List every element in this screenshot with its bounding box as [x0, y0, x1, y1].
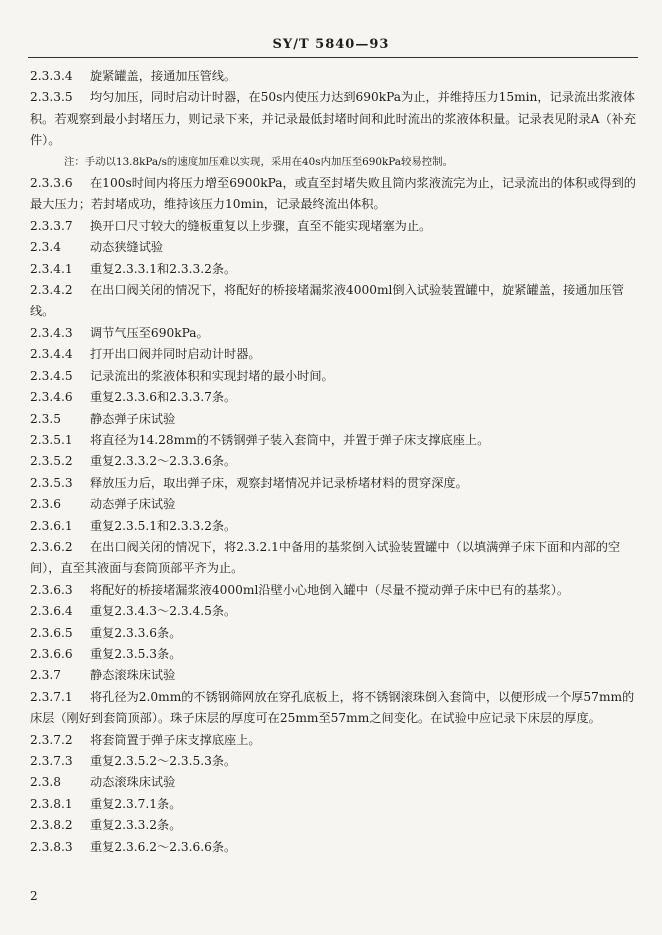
clause-item — [30, 473, 636, 494]
clause-text: 重复2.3.3.6和2.3.3.7条。 — [90, 390, 237, 405]
clause-text: 重复2.3.3.6条。 — [90, 625, 182, 640]
clause-text: 动态弹子床试验 — [90, 497, 176, 512]
clause-number: 2.3.6 — [30, 497, 62, 512]
clause-item — [30, 387, 636, 408]
clause-text: 重复2.3.3.1和2.3.3.2条。 — [90, 261, 237, 276]
clause-number: 2.3.5.1 — [30, 432, 73, 447]
clause-text: 将配好的桥接堵漏浆液4000ml沿壁小心地倒入罐中（尽量不搅动弹子床中已有的基浆）。 — [90, 582, 570, 597]
clause-text: 旋紧罐盖，接通加压管线。 — [90, 69, 237, 83]
clause-item — [30, 280, 636, 323]
clause-number: 2.3.8.3 — [30, 839, 73, 854]
clause-item — [30, 323, 636, 344]
clause-text: 动态滚珠床试验 — [90, 775, 176, 790]
clause-text: 将直径为14.28mm的不锈钢弹子装入套筒中，并置于弹子床支撑底座上。 — [90, 432, 490, 447]
clause-item — [30, 344, 636, 365]
note-text: 注：手动以13.8kPa/s的速度加压难以实现，采用在40s内加压至690kPa较易控制。 — [64, 155, 453, 168]
clause-number: 2.3.5 — [30, 411, 62, 426]
clause-number: 2.3.6.4 — [30, 604, 73, 619]
clause-item — [30, 601, 636, 622]
clause-number: 2.3.6.5 — [30, 625, 73, 640]
clause-number: 2.3.4.4 — [30, 347, 73, 362]
clause-text: 将套筒置于弹子床支撑底座上。 — [90, 732, 261, 747]
clause-item — [30, 751, 636, 772]
clause-item — [30, 494, 636, 515]
clause-number: 2.3.5.2 — [30, 454, 73, 469]
page-header: SY/T 5840—93 — [272, 37, 390, 52]
clause-text: 重复2.3.6.2～2.3.6.6条。 — [90, 839, 237, 854]
clause-item — [30, 237, 636, 258]
clause-number: 2.3.4.3 — [30, 325, 73, 340]
clause-number: 2.3.4.1 — [30, 261, 73, 276]
clause-item — [30, 516, 636, 537]
clause-number: 2.3.7.3 — [30, 754, 73, 768]
clause-text: 在100s时间内将压力增至6900kPa，或直至封堵失败且筒内浆液流完为止，记录流出的体积或得到的最大压力；若封堵成功，维持该压力10min，记录最终流出体积。 — [30, 176, 636, 212]
clause-text: 在出口阀关闭的情况下，将配好的桥接堵漏浆液4000ml倒入试验装置罐中，旋紧罐盖，接通加压管线。 — [30, 283, 624, 319]
page-number: 2 — [30, 889, 38, 903]
clause-item — [30, 794, 636, 815]
clause-item — [30, 837, 636, 858]
clause-number: 2.3.4.6 — [30, 390, 73, 405]
clause-item — [30, 687, 636, 730]
clause-item — [30, 730, 636, 751]
clause-text: 静态滚珠床试验 — [90, 668, 176, 683]
clause-text: 释放压力后，取出弹子床，观察封堵情况并记录桥堵材料的贯穿深度。 — [90, 475, 468, 490]
clause-number: 2.3.8.1 — [30, 796, 73, 811]
clause-text: 重复2.3.3.2条。 — [90, 818, 182, 833]
clause-text: 重复2.3.4.3～2.3.4.5条。 — [90, 604, 237, 619]
clause-number: 2.3.4.2 — [30, 283, 73, 298]
clause-number: 2.3.3.4 — [30, 69, 73, 83]
clause-text: 重复2.3.5.1和2.3.3.2条。 — [90, 518, 237, 533]
clause-number: 2.3.7 — [30, 668, 62, 683]
clause-text: 重复2.3.7.1条。 — [90, 796, 182, 811]
clause-text: 调节气压至690kPa。 — [90, 325, 209, 340]
clause-number: 2.3.6.2 — [30, 539, 73, 554]
clause-item — [30, 87, 636, 151]
clause-number: 2.3.8.2 — [30, 818, 73, 833]
clause-item — [30, 366, 636, 387]
clause-text: 记录流出的浆液体积和实现封堵的最小时间。 — [90, 368, 334, 383]
clause-item — [30, 644, 636, 665]
clause-text: 重复2.3.3.2～2.3.3.6条。 — [90, 454, 237, 469]
clause-text: 换开口尺寸较大的缝板重复以上步骤，直至不能实现堵塞为止。 — [90, 218, 432, 233]
clause-text: 在出口阀关闭的情况下，将2.3.2.1中备用的基浆倒入试验装置罐中（以填满弹子床下面和内部的空间），直至其液面与套筒顶部平齐为止。 — [30, 539, 621, 576]
clause-item — [30, 216, 636, 237]
clause-text: 重复2.3.5.3条。 — [90, 646, 182, 661]
clause-text: 均匀加压，同时启动计时器，在50s内使压力达到690kPa为止，并维持压力15min，记录流出浆液体积。若观察到最小封堵压力，则记录下来，并记录最低封堵时间和此时流出的浆液体积量。记录表见附录A（补充件）。 — [30, 90, 636, 148]
clause-text: 重复2.3.5.2～2.3.5.3条。 — [90, 754, 237, 768]
clause-number: 2.3.7.1 — [30, 689, 73, 704]
clause-number: 2.3.3.7 — [30, 218, 73, 233]
clause-number: 2.3.6.3 — [30, 582, 73, 597]
clause-number: 2.3.3.6 — [30, 176, 73, 191]
clause-text: 动态狭缝试验 — [90, 240, 164, 255]
clause-number: 2.3.6.1 — [30, 518, 73, 533]
clause-number: 2.3.5.3 — [30, 475, 73, 490]
clause-item — [30, 772, 636, 793]
clause-number: 2.3.7.2 — [30, 732, 73, 747]
clause-text: 打开出口阀并同时启动计时器。 — [90, 347, 261, 362]
clause-item — [30, 623, 636, 644]
clause-item — [30, 665, 636, 686]
clause-number: 2.3.6.6 — [30, 646, 73, 661]
clause-number: 2.3.4 — [30, 240, 62, 255]
clause-number: 2.3.3.5 — [30, 90, 73, 105]
clause-item — [30, 259, 636, 280]
clause-item — [30, 451, 636, 472]
clause-item — [30, 537, 636, 580]
clause-item — [30, 815, 636, 836]
document-body — [30, 66, 636, 858]
clause-item — [30, 173, 636, 216]
clause-text: 将孔径为2.0mm的不锈钢筛网放在穿孔底板上，将不锈钢滚珠倒入套筒中，以便形成一个厚57mm的床层（刚好到套筒顶部）。珠子床层的厚度可在25mm至57mm之间变化。在试验中应记录下床层的厚度。 — [30, 689, 635, 726]
clause-item — [30, 66, 636, 87]
header-rule — [28, 57, 638, 58]
clause-number: 2.3.8 — [30, 775, 62, 790]
clause-item — [30, 409, 636, 430]
clause-text: 静态弹子床试验 — [90, 411, 176, 426]
clause-item — [30, 580, 636, 601]
clause-number: 2.3.4.5 — [30, 368, 73, 383]
clause-item — [30, 430, 636, 451]
note-line — [30, 152, 636, 173]
